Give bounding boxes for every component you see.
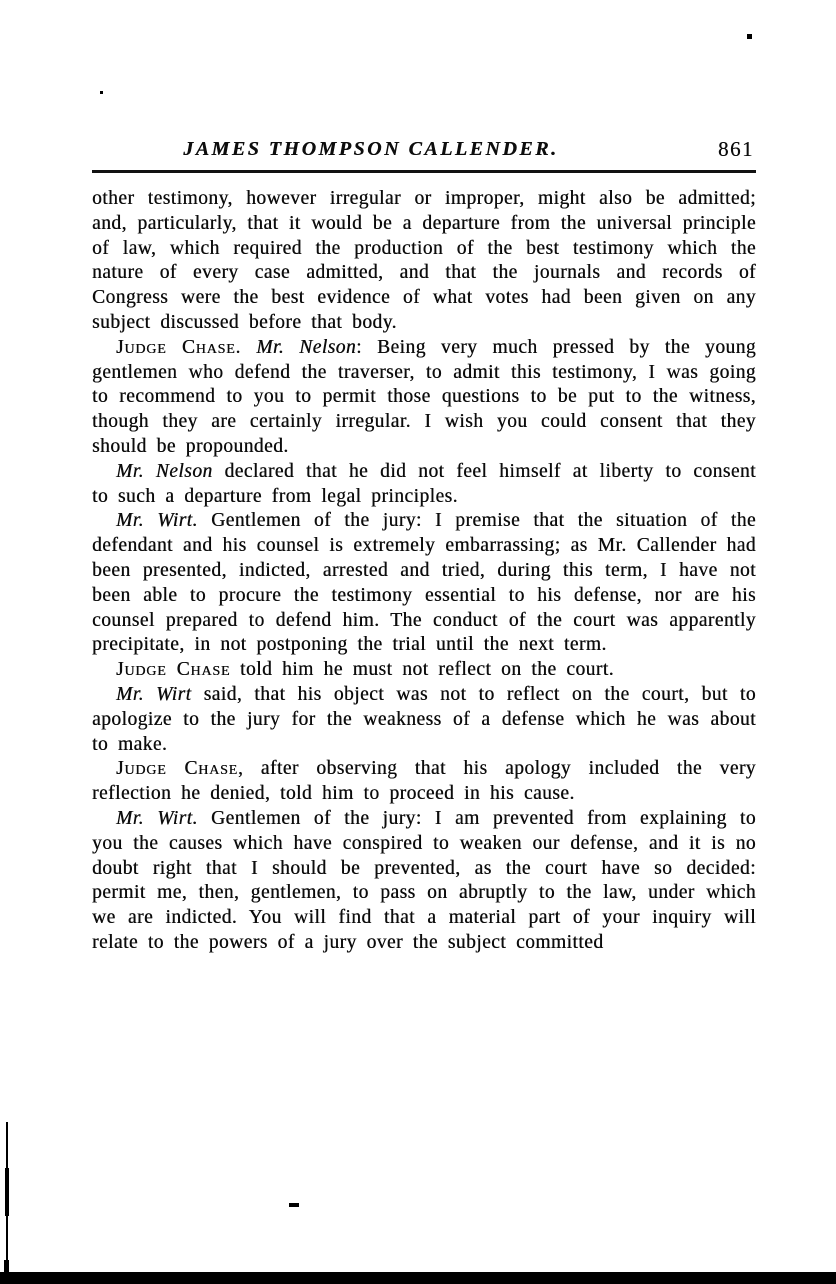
header-rule <box>92 170 756 173</box>
page-title: JAMES THOMPSON CALLENDER. <box>183 138 559 160</box>
text-segment: , after observing that his apology included the very reflection he denied, told him to proceed in his cause. <box>92 758 756 805</box>
paragraph <box>92 683 756 757</box>
text-segment: said, that his object was not to reflect on the court, but to apologize to the jury for the weakness of a defense which he was about to make. <box>92 683 756 755</box>
text-segment: told him he must not reflect on the court. <box>230 659 614 681</box>
text-block <box>92 136 756 956</box>
paragraph <box>92 658 756 683</box>
text-segment: : Being very much pressed by the young gentlemen who defend the traverser, to admit this testimony, I was going to recommend to you to permit those questions to be put to the witness, though they are certainly irregular. I wish you could consent that they should be propounded. <box>92 336 757 457</box>
paragraph <box>92 807 756 956</box>
paragraph <box>92 187 756 336</box>
text-segment: Mr. Wirt <box>116 683 192 705</box>
text-segment: Gentlemen of the jury: I am prevented from explaining to you the causes which have conspired to weaken our defense, and it is no doubt right that I should be prevented, as the court have so decided: permit me, then, gentlemen, to pass on abruptly to the law, under which we are indicted. You will find that a material part of your inquiry will relate to the powers of a jury over the subject committed <box>92 807 756 953</box>
text-segment: Mr. Nelson <box>256 336 357 358</box>
scan-speck-top-left <box>100 91 103 94</box>
text-segment: Mr. Nelson <box>116 460 213 482</box>
text-segment <box>241 337 256 358</box>
paragraph <box>92 509 756 658</box>
text-segment: declared that he did not feel himself at liberty to consent to such a departure from legal principles. <box>92 460 756 507</box>
running-head <box>92 136 756 170</box>
scan-dash-mark <box>289 1203 299 1207</box>
paragraph <box>92 460 756 510</box>
text-segment: Mr. Wirt. <box>116 510 198 532</box>
page-number: 861 <box>718 137 754 161</box>
text-segment: Judge Chase. <box>116 336 242 358</box>
text-segment: Judge Chase <box>116 659 231 681</box>
text-segment: other testimony, however irregular or improper, might also be admitted; and, particularly, that it would be a departure from the universal principle of law, which required the production of the best testimony which the nature of every case admitted, and that the journals and records of Congress were the best evidence of what votes had been given on any subject discussed before that body. <box>92 188 756 333</box>
paragraph <box>92 757 756 807</box>
paragraph <box>92 336 756 460</box>
scan-speck-top-right <box>747 34 752 39</box>
scan-edge-line-thick <box>5 1168 9 1216</box>
scan-edge-bottom-bar <box>0 1272 836 1284</box>
text-segment: Judge Chase <box>116 758 238 780</box>
text-segment: Mr. Wirt. <box>116 807 198 829</box>
page-body <box>92 187 756 956</box>
text-segment: Gentlemen of the jury: I premise that the situation of the defendant and his counsel is extremely embarrassing; as Mr. Callender had been presented, indicted, arrested and tried, during this term, I have not been able to procure the testimony essential to his defense, nor are his counsel prepared to defend him. The conduct of the court was apparently precipitate, in not postponing the trial until the next term. <box>92 510 756 656</box>
